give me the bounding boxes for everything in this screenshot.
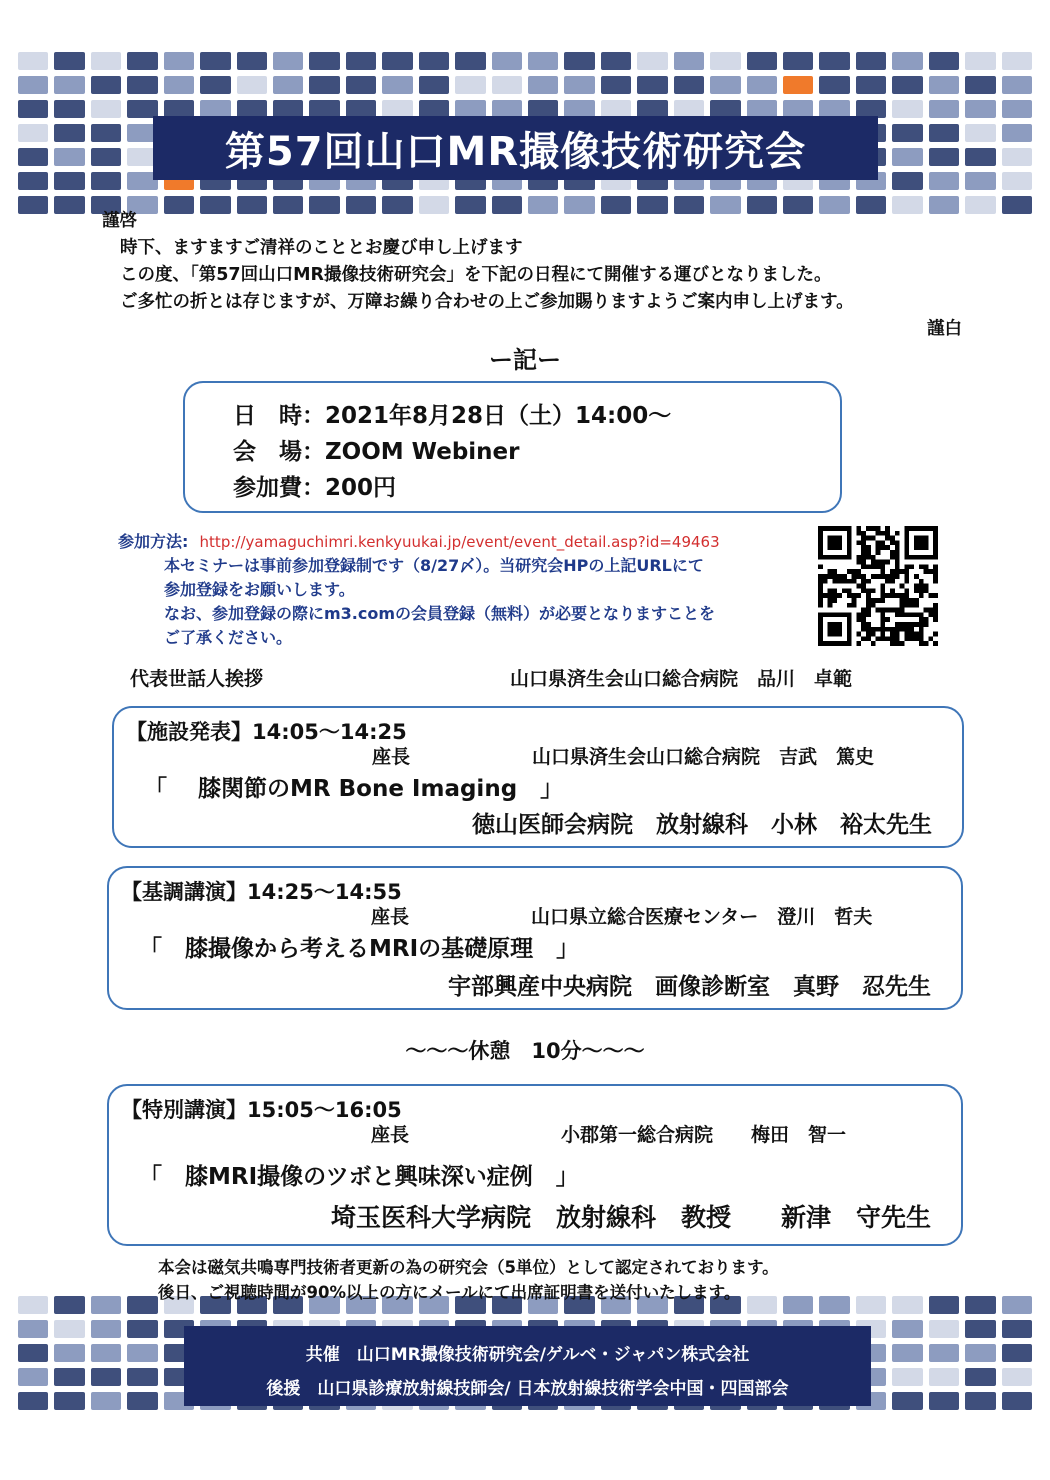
registration-label: 参加方法: — [118, 532, 189, 551]
session-chair: 小郡第一総合病院 梅田 智一 — [561, 1124, 847, 1146]
session-keynote — [107, 866, 963, 1010]
session-speaker: 埼玉医科大学病院 放射線科 教授 新津 守先生 — [330, 1203, 931, 1232]
session-chair-label: 座長 — [371, 1124, 410, 1146]
representative-name: 山口県済生会山口総合病院 品川 卓範 — [510, 668, 853, 690]
registration-line-2: 参加登録をお願いします。 — [164, 580, 355, 599]
pattern-tile — [18, 124, 48, 142]
footer-support: 後援 山口県診療放射線技師会/ 日本放射線技術学会中国・四国部会 — [266, 1379, 789, 1399]
pattern-tile — [637, 76, 667, 94]
pattern-tile — [18, 148, 48, 166]
pattern-tile — [127, 1320, 157, 1338]
pattern-tile — [929, 100, 959, 118]
pattern-tile — [783, 1296, 813, 1314]
pattern-tile — [91, 148, 121, 166]
footer-cosponsor: 共催 山口MR撮像技術研究会/ゲルベ・ジャパン株式会社 — [305, 1345, 750, 1365]
pattern-tile — [91, 76, 121, 94]
pattern-tile — [965, 1296, 995, 1314]
pattern-tile — [309, 52, 339, 70]
session-chair-label: 座長 — [371, 906, 410, 928]
pattern-tile — [783, 76, 813, 94]
pattern-tile — [892, 76, 922, 94]
pattern-tile — [127, 52, 157, 70]
greeting-line-1: 時下、ますますご清祥のこととお慶び申し上げます — [120, 238, 523, 258]
pattern-tile — [564, 52, 594, 70]
pattern-tile — [856, 52, 886, 70]
pattern-tile — [1002, 100, 1032, 118]
pattern-tile — [892, 1392, 922, 1410]
pattern-tile — [164, 52, 194, 70]
pattern-tile — [892, 1296, 922, 1314]
pattern-tile — [965, 172, 995, 190]
pattern-tile — [856, 76, 886, 94]
registration-line-4: ご了承ください。 — [164, 628, 293, 647]
pattern-tile — [237, 52, 267, 70]
registration-url-link[interactable]: http://yamaguchimri.kenkyuukai.jp/event/event_detail.asp?id=49463 — [199, 533, 720, 551]
session-chair: 山口県立総合医療センター 澄川 哲夫 — [531, 906, 873, 928]
event-datetime: 日 時：2021年8月28日（土）14:00～ — [233, 403, 672, 429]
pattern-tile — [91, 1368, 121, 1386]
pattern-tile — [929, 1320, 959, 1338]
pattern-tile — [528, 76, 558, 94]
pattern-tile — [674, 52, 704, 70]
pattern-tile — [419, 52, 449, 70]
break-notice: ～～～休憩 10分～～～ — [405, 1039, 645, 1063]
pattern-tile — [965, 148, 995, 166]
pattern-tile — [309, 76, 339, 94]
pattern-tile — [91, 1296, 121, 1314]
pattern-tile — [929, 1392, 959, 1410]
session-special-lecture — [107, 1084, 963, 1246]
pattern-tile — [1002, 76, 1032, 94]
pattern-tile — [54, 196, 84, 214]
pattern-tile — [892, 52, 922, 70]
pattern-tile — [819, 76, 849, 94]
pattern-tile — [18, 1296, 48, 1314]
pattern-tile — [18, 1320, 48, 1338]
session-header: 【基調講演】14:25～14:55 — [121, 880, 402, 904]
registration-line-3: なお、参加登録の際にm3.comの会員登録（無料）が必要となりますことを — [164, 604, 716, 623]
pattern-tile — [892, 172, 922, 190]
pattern-tile — [18, 172, 48, 190]
pattern-tile — [54, 172, 84, 190]
pattern-tile — [892, 100, 922, 118]
accreditation-note — [158, 1255, 779, 1305]
pattern-tile — [54, 76, 84, 94]
pattern-tile — [419, 76, 449, 94]
pattern-tile — [1002, 1392, 1032, 1410]
pattern-tile — [91, 100, 121, 118]
pattern-tile — [929, 172, 959, 190]
session-speaker: 宇部興産中央病院 画像診断室 真野 忍先生 — [448, 974, 931, 1000]
pattern-tile — [892, 1344, 922, 1362]
pattern-tile — [929, 1296, 959, 1314]
pattern-tile — [783, 52, 813, 70]
pattern-tile — [346, 76, 376, 94]
footer-banner — [184, 1326, 871, 1406]
session-header: 【特別講演】15:05～16:05 — [121, 1098, 402, 1122]
pattern-tile — [91, 1392, 121, 1410]
pattern-tile — [929, 52, 959, 70]
session-facility-presentation — [112, 706, 964, 848]
pattern-tile — [382, 52, 412, 70]
pattern-tile — [965, 124, 995, 142]
session-chair-label: 座長 — [372, 746, 411, 768]
registration-block — [118, 530, 798, 650]
pattern-tile — [54, 1368, 84, 1386]
pattern-tile — [18, 1344, 48, 1362]
pattern-tile — [564, 76, 594, 94]
pattern-tile — [929, 1344, 959, 1362]
pattern-tile — [965, 1392, 995, 1410]
pattern-tile — [528, 52, 558, 70]
pattern-tile — [601, 76, 631, 94]
representative-label: 代表世話人挨拶 — [130, 668, 264, 690]
pattern-tile — [892, 148, 922, 166]
pattern-tile — [819, 1296, 849, 1314]
title-banner — [153, 116, 878, 180]
pattern-tile — [164, 76, 194, 94]
pattern-tile — [200, 52, 230, 70]
pattern-tile — [965, 1368, 995, 1386]
event-info-box — [183, 381, 842, 513]
pattern-tile — [54, 100, 84, 118]
pattern-tile — [856, 1296, 886, 1314]
pattern-tile — [91, 124, 121, 142]
session-chair: 山口県済生会山口総合病院 吉武 篤史 — [532, 746, 875, 768]
pattern-tile — [200, 76, 230, 94]
pattern-tile — [127, 1344, 157, 1362]
session-title: 「 膝撮像から考えるMRIの基礎原理 」 — [139, 936, 580, 962]
pattern-tile — [54, 124, 84, 142]
pattern-tile — [1002, 52, 1032, 70]
pattern-tile — [91, 52, 121, 70]
pattern-tile — [965, 52, 995, 70]
note-line-1: 本会は磁気共鳴専門技術者更新の為の研究会（5単位）として認定されております。 — [158, 1258, 779, 1277]
greeting-line-2: この度、「第57回山口MR撮像技術研究会」を下記の日程にて開催する運びとなりました。 — [120, 265, 832, 285]
session-speaker: 徳山医師会病院 放射線科 小林 裕太先生 — [472, 812, 932, 838]
pattern-tile — [18, 1368, 48, 1386]
pattern-tile — [54, 148, 84, 166]
pattern-tile — [1002, 1320, 1032, 1338]
session-title: 「 膝関節のMR Bone Imaging 」 — [144, 776, 564, 802]
pattern-tile — [346, 52, 376, 70]
pattern-tile — [892, 1320, 922, 1338]
pattern-tile — [54, 1344, 84, 1362]
pattern-tile — [18, 196, 48, 214]
pattern-tile — [18, 76, 48, 94]
pattern-tile — [1002, 172, 1032, 190]
pattern-tile — [237, 76, 267, 94]
pattern-tile — [455, 52, 485, 70]
pattern-tile — [892, 1368, 922, 1386]
pattern-tile — [127, 76, 157, 94]
qr-code-icon[interactable] — [818, 526, 938, 646]
pattern-tile — [54, 1320, 84, 1338]
pattern-tile — [1002, 1344, 1032, 1362]
pattern-tile — [1002, 1296, 1032, 1314]
session-title: 「 膝MRI撮像のツボと興味深い症例 」 — [139, 1164, 579, 1190]
pattern-tile — [710, 76, 740, 94]
pattern-tile — [54, 1296, 84, 1314]
pattern-tile — [892, 124, 922, 142]
ki-heading: ー記ー — [489, 346, 561, 374]
event-fee: 参加費：200円 — [233, 475, 397, 501]
event-venue: 会 場：ZOOM Webiner — [233, 439, 520, 465]
pattern-tile — [929, 148, 959, 166]
pattern-tile — [929, 1368, 959, 1386]
pattern-tile — [1002, 196, 1032, 214]
pattern-tile — [1002, 148, 1032, 166]
pattern-tile — [747, 76, 777, 94]
pattern-tile — [54, 1392, 84, 1410]
registration-line-1: 本セミナーは事前参加登録制です（8/27〆）。当研究会HPの上記URLにて — [164, 556, 704, 575]
pattern-tile — [127, 1368, 157, 1386]
pattern-tile — [273, 52, 303, 70]
pattern-tile — [819, 52, 849, 70]
pattern-tile — [382, 76, 412, 94]
pattern-tile — [18, 1392, 48, 1410]
pattern-tile — [18, 52, 48, 70]
pattern-tile — [674, 76, 704, 94]
pattern-tile — [710, 52, 740, 70]
page-title: 第57回山口MR撮像技術研究会 — [224, 128, 807, 175]
pattern-tile — [127, 1392, 157, 1410]
pattern-tile — [273, 76, 303, 94]
greeting-closing: 謹白 — [927, 319, 962, 339]
pattern-tile — [601, 52, 631, 70]
pattern-tile — [747, 52, 777, 70]
pattern-tile — [1002, 124, 1032, 142]
session-header: 【施設発表】14:05～14:25 — [126, 720, 407, 744]
pattern-tile — [637, 52, 667, 70]
pattern-tile — [18, 100, 48, 118]
greeting-block — [102, 208, 972, 343]
pattern-tile — [54, 52, 84, 70]
pattern-tile — [965, 1320, 995, 1338]
pattern-tile — [929, 124, 959, 142]
pattern-tile — [91, 1344, 121, 1362]
pattern-tile — [492, 52, 522, 70]
pattern-tile — [965, 1344, 995, 1362]
pattern-tile — [929, 76, 959, 94]
pattern-tile — [455, 76, 485, 94]
greeting-line-3: ご多忙の折とは存じますが、万障お繰り合わせの上ご参加賜りますようご案内申し上げます。 — [120, 292, 854, 312]
pattern-tile — [1002, 1368, 1032, 1386]
pattern-tile — [965, 76, 995, 94]
note-line-2: 後日、ご視聴時間が90%以上の方にメールにて出席証明書を送付いたします。 — [158, 1283, 741, 1302]
pattern-tile — [91, 172, 121, 190]
greeting-opening: 謹啓 — [102, 211, 137, 231]
pattern-tile — [965, 100, 995, 118]
pattern-tile — [91, 1320, 121, 1338]
pattern-tile — [127, 1296, 157, 1314]
pattern-tile — [492, 76, 522, 94]
